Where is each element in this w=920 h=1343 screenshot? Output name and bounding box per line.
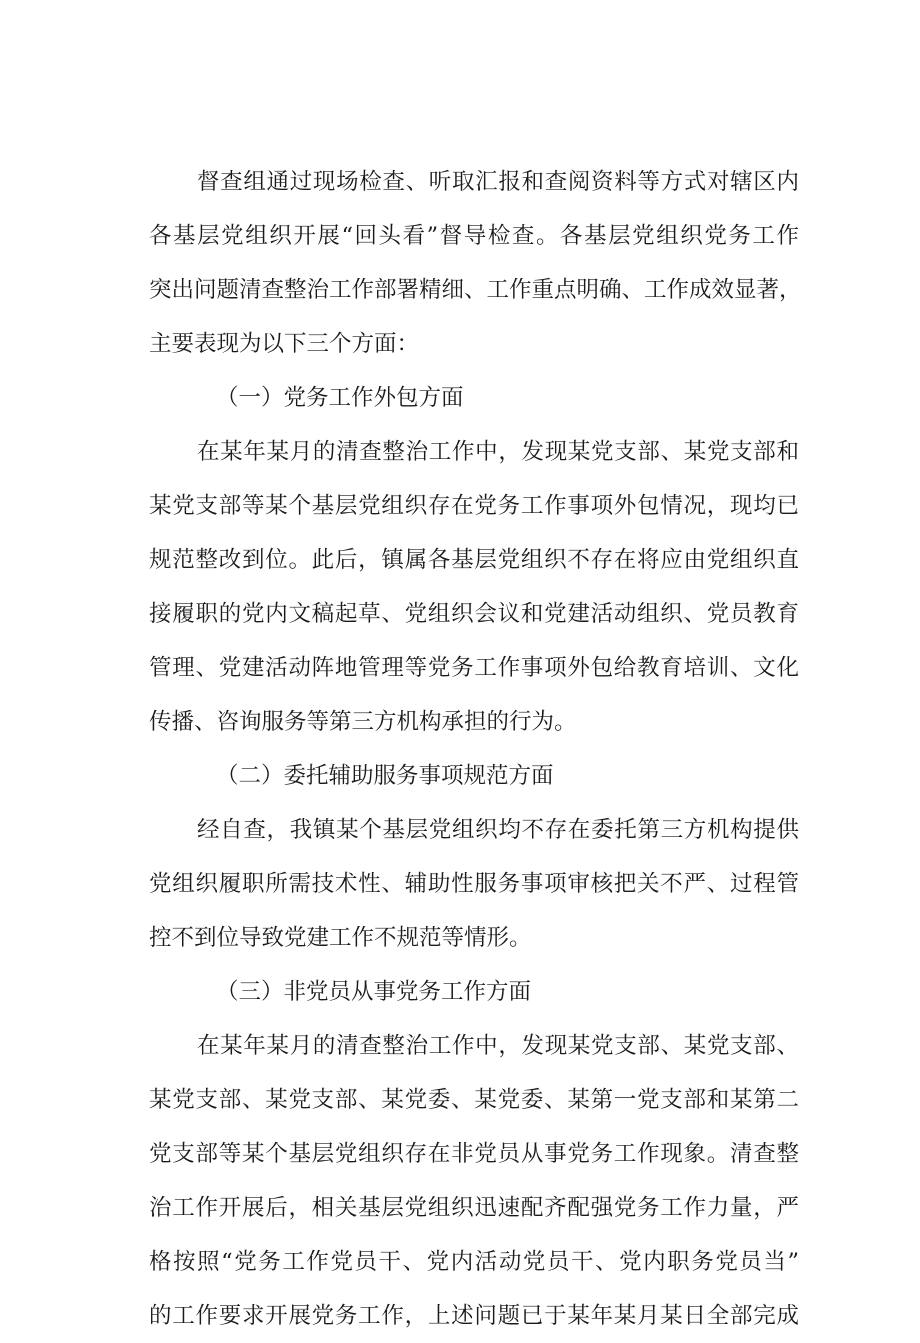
paragraph-line: 控不到位导致党建工作不规范等情形。 xyxy=(149,925,532,951)
section-heading-entrusted-services: （二）委托辅助服务事项规范方面 xyxy=(216,763,554,789)
paragraph-line: 党组织履职所需技术性、辅助性服务事项审核把关不严、过程管 xyxy=(149,871,799,897)
paragraph-line: 督查组通过现场检查、听取汇报和查阅资料等方式对辖区内 xyxy=(197,169,799,195)
paragraph-line: 各基层党组织开展“回头看”督导检查。各基层党组织党务工作 xyxy=(149,223,799,249)
paragraph-line: 主要表现为以下三个方面： xyxy=(149,331,420,357)
paragraph-line: 规范整改到位。此后，镇属各基层党组织不存在将应由党组织直 xyxy=(149,547,799,573)
paragraph-inspection-overview xyxy=(149,155,802,371)
section-heading-non-members: （三）非党员从事党务工作方面 xyxy=(216,979,532,1005)
paragraph-line: 某党支部、某党支部、某党委、某党委、某第一党支部和某第二 xyxy=(149,1087,799,1113)
paragraph-line: 治工作开展后，相关基层党组织迅速配齐配强党务工作力量，严 xyxy=(149,1195,799,1221)
paragraph-non-members xyxy=(149,1019,799,1343)
paragraph-line: 经自查，我镇某个基层党组织均不存在委托第三方机构提供 xyxy=(197,817,799,843)
paragraph-entrusted-services xyxy=(149,803,799,965)
paragraph-line: 的工作要求开展党务工作，上述问题已于某年某月某日全部完成 xyxy=(149,1303,799,1329)
document-body xyxy=(149,155,802,1343)
paragraph-line: 格按照“党务工作党员干、党内活动党员干、党内职务党员当” xyxy=(149,1249,799,1275)
paragraph-line: 传播、咨询服务等第三方机构承担的行为。 xyxy=(149,709,577,735)
section-heading-outsourcing: （一）党务工作外包方面 xyxy=(216,385,464,411)
paragraph-line: 在某年某月的清查整治工作中，发现某党支部、某党支部和 xyxy=(197,439,799,465)
paragraph-line: 某党支部等某个基层党组织存在党务工作事项外包情况，现均已 xyxy=(149,493,799,519)
paragraph-line: 党支部等某个基层党组织存在非党员从事党务工作现象。清查整 xyxy=(149,1141,799,1167)
paragraph-line: 在某年某月的清查整治工作中，发现某党支部、某党支部、 xyxy=(197,1033,799,1059)
paragraph-line: 接履职的党内文稿起草、党组织会议和党建活动组织、党员教育 xyxy=(149,601,799,627)
paragraph-outsourcing xyxy=(149,425,799,749)
paragraph-line: 管理、党建活动阵地管理等党务工作事项外包给教育培训、文化 xyxy=(149,655,799,681)
paragraph-line: 突出问题清查整治工作部署精细、工作重点明确、工作成效显著， xyxy=(149,277,802,303)
